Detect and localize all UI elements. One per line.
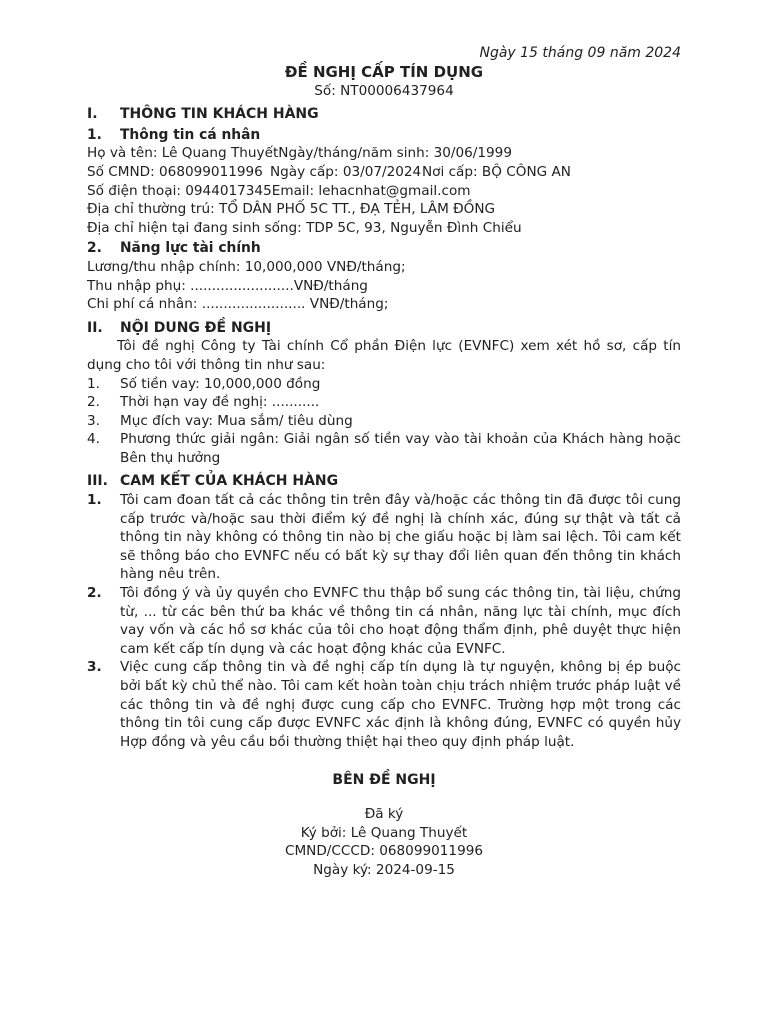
info-segment: Ngày cấp: 03/07/2024 xyxy=(270,163,422,180)
info-segment: Chi phí cá nhân: ........................ VNĐ/tháng; xyxy=(87,296,389,313)
signature-block xyxy=(87,771,681,879)
item-text: Số tiền vay: 10,000,000 đồng xyxy=(120,375,321,392)
info-segment: Email: lehacnhat@gmail.com xyxy=(271,182,471,199)
section-heading-commitments xyxy=(87,472,681,491)
info-segment: Địa chỉ thường trú: TỔ DÂN PHỐ 5C TT., ĐẠ TẺH, LÂM ĐỒNG xyxy=(87,201,496,218)
personal-info-lines xyxy=(87,144,681,237)
document-date: Ngày 15 tháng 09 năm 2024 xyxy=(479,45,681,61)
info-line xyxy=(87,277,681,296)
section-heading-text: NỘI DUNG ĐỀ NGHỊ xyxy=(120,319,272,336)
subsection-number: 2. xyxy=(87,240,102,257)
info-line xyxy=(87,258,681,277)
signature-heading: BÊN ĐỀ NGHỊ xyxy=(332,772,436,789)
info-line xyxy=(87,182,681,201)
item-number: 3. xyxy=(87,412,100,429)
subsection-heading-financial-capacity xyxy=(87,239,681,258)
info-line xyxy=(87,144,681,163)
numbered-item xyxy=(87,412,681,431)
info-line xyxy=(87,200,681,219)
section-heading-text: CAM KẾT CỦA KHÁCH HÀNG xyxy=(120,473,339,490)
section-numeral: II. xyxy=(87,319,103,336)
info-line xyxy=(87,219,681,238)
info-segment: Họ và tên: Lê Quang Thuyết xyxy=(87,145,279,162)
numbered-item xyxy=(87,375,681,394)
info-segment: Ngày/tháng/năm sinh: 30/06/1999 xyxy=(278,145,512,162)
numbered-item xyxy=(87,491,681,584)
info-segment: Địa chỉ hiện tại đang sinh sống: TDP 5C, 93, Nguyễn Đình Chiểu xyxy=(87,219,522,236)
info-segment: Lương/thu nhập chính: 10,000,000 VNĐ/tháng; xyxy=(87,258,406,275)
section-heading-request-content xyxy=(87,319,681,338)
subsection-heading-text: Thông tin cá nhân xyxy=(120,126,261,143)
section-numeral: I. xyxy=(87,106,98,123)
numbered-item xyxy=(87,584,681,658)
item-number: 2. xyxy=(87,585,102,602)
subsection-number: 1. xyxy=(87,126,102,143)
request-intro-paragraph: Tôi đề nghị Công ty Tài chính Cổ phần Điện lực (EVNFC) xem xét hồ sơ, cấp tín dụng cho tôi với thông tin như sau: xyxy=(87,338,681,373)
document-number: Số: NT00006437964 xyxy=(314,82,454,99)
item-text: Phương thức giải ngân: Giải ngân số tiền vay vào tài khoản của Khách hàng hoặc Bên thụ hưởng xyxy=(120,431,681,466)
item-text: Mục đích vay: Mua sắm/ tiêu dùng xyxy=(120,412,353,429)
numbered-item xyxy=(87,393,681,412)
info-segment: Nơi cấp: BỘ CÔNG AN xyxy=(422,163,571,180)
info-segment: Số CMND: 068099011996 xyxy=(87,163,263,180)
numbered-item xyxy=(87,658,681,751)
financial-capacity-lines xyxy=(87,258,681,314)
item-number: 4. xyxy=(87,431,100,448)
signature-line: Ký bởi: Lê Quang Thuyết xyxy=(300,824,468,841)
signature-line: CMND/CCCD: 068099011996 xyxy=(284,843,484,860)
info-segment: Số điện thoại: 0944017345 xyxy=(87,182,272,199)
item-number: 1. xyxy=(87,492,102,509)
info-line xyxy=(87,295,681,314)
signature-line: Đã ký xyxy=(364,805,404,822)
numbered-item xyxy=(87,430,681,467)
commitment-items xyxy=(87,491,681,751)
info-segment: Thu nhập phụ: ........................VNĐ/tháng xyxy=(87,277,368,294)
subsection-heading-personal-info xyxy=(87,126,681,145)
item-number: 3. xyxy=(87,659,102,676)
section-heading-customer-info xyxy=(87,105,681,124)
item-text: Việc cung cấp thông tin và đề nghị cấp tín dụng là tự nguyện, không bị ép buộc bởi bất kỳ chủ thể nào. Tôi cam kết hoàn toàn chịu trách nhiệm trước pháp luật về các thông tin và đề nghị được cung cấp cho EVNFC. Trường hợp một trong các thông tin tôi cung cấp được EVNFC xác định là không đúng, EVNFC có quyền hủy Hợp đồng và yêu cầu bồi thường thiệt hại theo quy định pháp luật. xyxy=(120,659,681,750)
item-text: Tôi đồng ý và ủy quyền cho EVNFC thu thập bổ sung các thông tin, tài liệu, chứng từ, ... từ các bên thứ ba khác về thông tin cá nhân, năng lực tài chính, mục đích vay vốn và các hồ sơ khác của tôi cho hoạt động thẩm định, phê duyệt thực hiện cam kết cấp tín dụng và các hoạt động khác của EVNFC. xyxy=(120,585,681,657)
item-text: Thời hạn vay đề nghị: ........... xyxy=(120,394,320,411)
subsection-heading-text: Năng lực tài chính xyxy=(120,240,261,257)
item-number: 2. xyxy=(87,394,100,411)
item-text: Tôi cam đoan tất cả các thông tin trên đây và/hoặc các thông tin đã được tôi cung cấp trước và/hoặc sau thời điểm ký đề nghị là chính xác, đúng sự thật và tất cả thông tin này không có thông tin nào bị che giấu hoặc bị làm sai lệch. Tôi cam kết sẽ thông báo cho EVNFC nếu có bất kỳ sự thay đổi liên quan đến thông tin khách hàng nêu trên. xyxy=(120,492,681,583)
item-number: 1. xyxy=(87,375,100,392)
document-title: ĐỀ NGHỊ CẤP TÍN DỤNG xyxy=(284,62,484,81)
section-numeral: III. xyxy=(87,473,108,490)
signature-line: Ngày ký: 2024-09-15 xyxy=(313,861,455,878)
request-items xyxy=(87,375,681,468)
info-line xyxy=(87,163,681,182)
section-heading-text: THÔNG TIN KHÁCH HÀNG xyxy=(120,106,319,123)
signature-lines xyxy=(87,805,681,879)
